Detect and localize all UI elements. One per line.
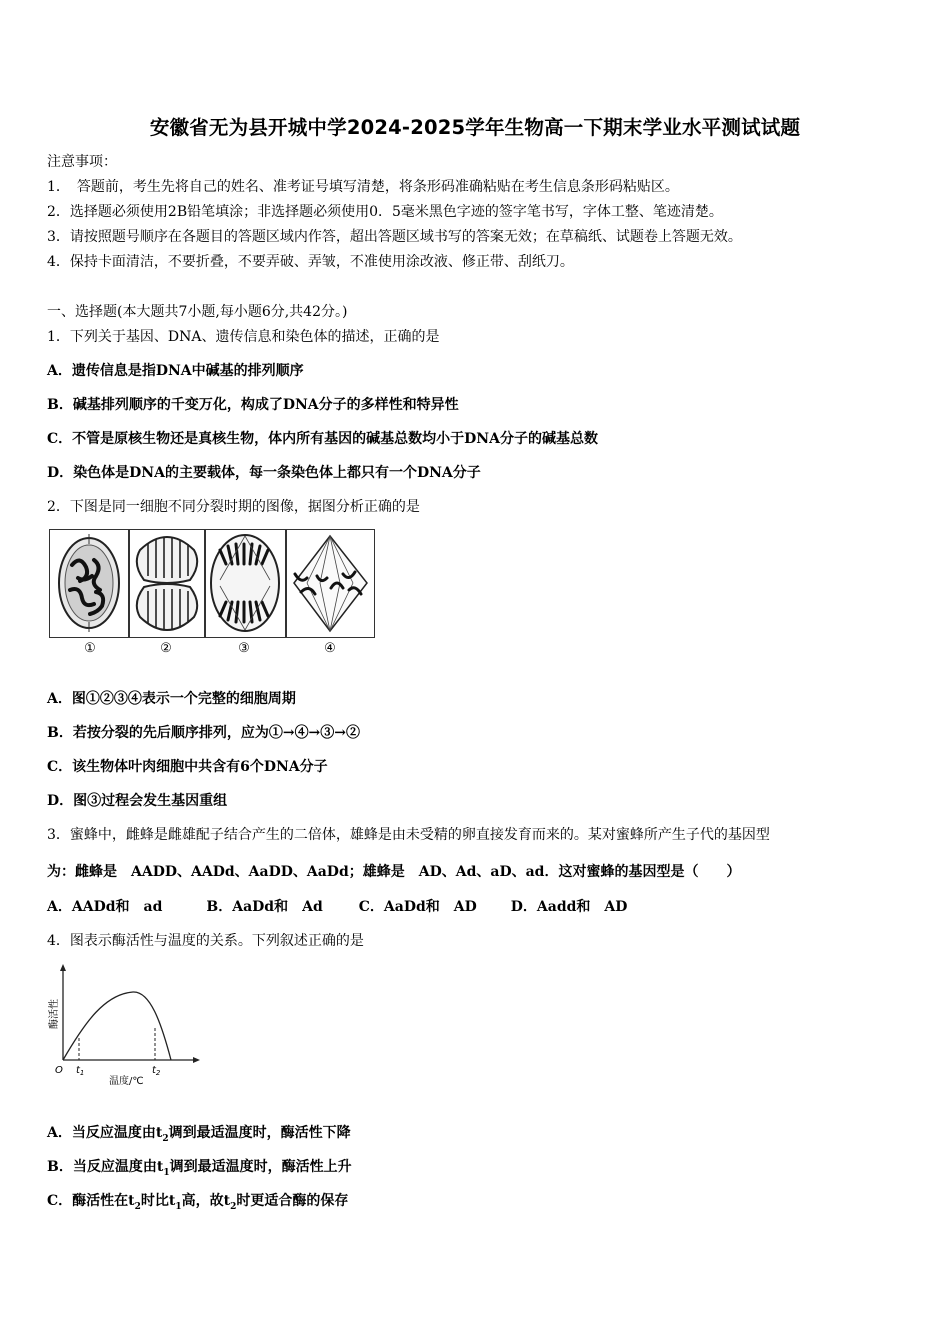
- section-heading: 一、选择题(本大题共7小题,每小题6分,共42分。): [47, 304, 348, 320]
- q4-option-a: A．当反应温度由$t_2$调到最适温度时，酶活性下降: [47, 1125, 351, 1144]
- question-3-stem-line2: 为：雌蜂是 AADD、AADd、AaDD、AaDd；雄蜂是 AD、Ad、aD、ad．这对蜜蜂的基因型是（ ）: [47, 864, 741, 880]
- notice-heading: 注意事项：: [47, 154, 117, 170]
- cell-image-2: [129, 529, 205, 638]
- q2-option-d: D．图③过程会发生基因重组: [47, 793, 228, 809]
- question-4-stem: 4．图表示酶活性与温度的关系。下列叙述正确的是: [47, 933, 364, 949]
- question-3-stem-line1: 3．蜜蜂中，雌蜂是雌雄配子结合产生的二倍体，雄蜂是由未受精的卵直接发育而来的。某对蜜蜂所产生子代的基因型: [47, 827, 770, 843]
- origin-label: O: [55, 1065, 63, 1076]
- cell-image-1: [49, 529, 129, 638]
- q3-option-a: A．AADd和 ad: [47, 899, 163, 915]
- x-axis-arrow-icon: [193, 1057, 200, 1063]
- q3-option-d: D．Aadd和 AD: [510, 899, 628, 915]
- q1-option-a: A．遗传信息是指DNA中碱基的排列顺序: [47, 363, 304, 379]
- q2-option-b: B．若按分裂的先后顺序排列，应为①→④→③→②: [47, 725, 361, 741]
- y-axis-arrow-icon: [60, 964, 66, 971]
- t2-label: $t_2$: [152, 1065, 161, 1077]
- page-title: 安徽省无为县开城中学2024-2025学年生物高一下期末学业水平测试试题: [149, 116, 801, 139]
- enzyme-activity-graph: [45, 962, 205, 1087]
- figure-label-3: ③: [238, 641, 250, 656]
- question-2-stem: 2．下图是同一细胞不同分裂时期的图像，据图分析正确的是: [47, 499, 420, 515]
- y-axis-label: 酶活性: [49, 999, 60, 1029]
- q3-options-row: [47, 897, 627, 917]
- q4-option-c: C．酶活性在$t_2$时比$t_1$高，故$t_2$时更适合酶的保存: [47, 1193, 349, 1212]
- question-1-stem: 1．下列关于基因、DNA、遗传信息和染色体的描述，正确的是: [47, 329, 440, 345]
- q2-option-a: A．图①②③④表示一个完整的细胞周期: [47, 691, 296, 707]
- notice-item: 1． 答题前，考生先将自己的姓名、准考证号填写清楚，将条形码准确粘贴在考生信息条形码粘贴区。: [47, 179, 679, 195]
- q1-option-d: D．染色体是DNA的主要载体，每一条染色体上都只有一个DNA分子: [47, 465, 481, 481]
- notice-item: 2．选择题必须使用2B铅笔填涂；非选择题必须使用0．5毫米黑色字迹的签字笔书写，字体工整、笔迹清楚。: [47, 204, 723, 220]
- figure-label-1: ①: [84, 641, 96, 656]
- q1-option-b: B．碱基排列顺序的千变万化，构成了DNA分子的多样性和特异性: [47, 397, 459, 413]
- notice-item: 3．请按照题号顺序在各题目的答题区域内作答，超出答题区域书写的答案无效；在草稿纸、试题卷上答题无效。: [47, 229, 742, 245]
- q4-option-b: B．当反应温度由$t_1$调到最适温度时，酶活性上升: [47, 1159, 352, 1178]
- t1-label: $t_1$: [76, 1065, 85, 1077]
- notice-item: 4．保持卡面清洁，不要折叠，不要弄破、弄皱，不准使用涂改液、修正带、刮纸刀。: [47, 254, 574, 270]
- x-axis-label: 温度/℃: [109, 1076, 144, 1087]
- cell-image-4: [286, 529, 375, 638]
- q1-option-c: C．不管是原核生物还是真核生物，体内所有基因的碱基总数均小于DNA分子的碱基总数: [47, 431, 598, 447]
- figure-label-4: ④: [324, 641, 336, 656]
- q2-option-c: C．该生物体叶肉细胞中共含有6个DNA分子: [47, 759, 328, 775]
- figure-label-2: ②: [160, 641, 172, 656]
- q3-option-c: C．AaDd和 AD: [358, 899, 477, 915]
- q3-option-b: B．AaDd和 Ad: [206, 899, 323, 915]
- cell-image-3: [205, 529, 286, 638]
